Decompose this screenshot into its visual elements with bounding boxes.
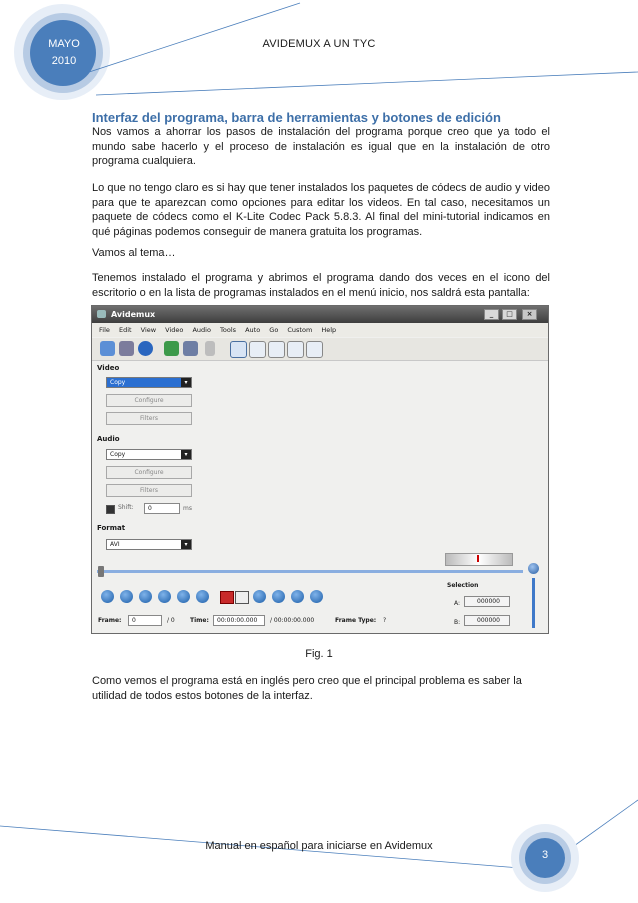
top-bottom-icon[interactable] [287, 341, 304, 358]
audio-configure-button[interactable]: Configure [106, 466, 192, 479]
minimize-button[interactable]: _ [484, 309, 499, 320]
menu-video[interactable]: Video [165, 326, 184, 334]
menu-audio[interactable]: Audio [192, 326, 211, 334]
time-total: / 00:00:00.000 [270, 617, 315, 624]
next-keyframe-icon[interactable] [196, 590, 209, 603]
video-configure-button[interactable]: Configure [106, 394, 192, 407]
frame-input[interactable] [128, 615, 162, 626]
menu-edit[interactable]: Edit [118, 326, 132, 334]
video-label: Video [97, 364, 120, 372]
format-value: AVI [110, 541, 120, 548]
frame-type-value: ? [383, 617, 387, 624]
shift-label: Shift: [118, 504, 134, 511]
play-icon[interactable] [101, 590, 114, 603]
audio-label: Audio [97, 435, 120, 443]
stop-icon[interactable] [120, 590, 133, 603]
selection-label: Selection [447, 582, 479, 589]
video-codec-select[interactable] [106, 377, 192, 388]
audio-codec-value: Copy [110, 451, 126, 458]
frame-total: / 0 [167, 617, 175, 624]
paragraph-4: Tenemos instalado el programa y abrimos el programa dando dos veces en el icono del escritorio o en la lista de programas instalados en el menú inicio, nos saldrá esta pantalla: [92, 272, 550, 299]
first-frame-icon[interactable] [291, 590, 304, 603]
avidemux-screenshot [91, 305, 549, 634]
close-button[interactable]: × [522, 309, 537, 320]
save-video-icon[interactable] [183, 341, 198, 356]
marker-b-value: 000000 [477, 617, 500, 624]
chevron-down-icon: ▾ [181, 450, 191, 459]
time-label: Time: [190, 617, 209, 624]
figure-caption: Fig. 1 [305, 648, 333, 660]
menu-help[interactable]: Help [321, 326, 337, 334]
save-icon[interactable] [119, 341, 134, 356]
chevron-down-icon: ▾ [181, 540, 191, 549]
set-marker-b-icon[interactable] [235, 591, 249, 604]
maximize-button[interactable]: □ [502, 309, 517, 320]
frame-value: 0 [132, 617, 136, 624]
volume-icon[interactable] [528, 563, 539, 574]
time-value: 00:00:00.000 [217, 617, 258, 624]
display-icon[interactable] [306, 341, 323, 358]
open-icon[interactable] [100, 341, 115, 356]
previous-frame-icon[interactable] [139, 590, 152, 603]
page-number: 3 [541, 849, 549, 861]
closing-paragraph: Como vemos el programa está en inglés pero creo que el principal problema es saber la utilidad de todos estos botones de la interfaz. [92, 675, 522, 702]
calculator-icon[interactable] [205, 341, 215, 356]
app-icon [97, 310, 106, 318]
paragraph-2: Lo que no tengo claro es si hay que tener instalados los paquetes de códecs de audio y video para que te aparezcan como opciones para editar los videos. En tal caso, necesitamos un paquete de códecs como el K-Lite Codec Pack 5.8.3. Al final del mini-tutorial indicamos en qué páginas podemos conseguir de manera gratuita los programas. [92, 182, 550, 238]
audio-codec-select[interactable] [106, 449, 192, 460]
format-select[interactable] [106, 539, 192, 550]
badge-year: 2010 [51, 55, 77, 67]
last-frame-icon[interactable] [310, 590, 323, 603]
video-filters-button[interactable]: Filters [106, 412, 192, 425]
menu-bar [92, 323, 548, 337]
shift-checkbox[interactable] [106, 505, 115, 514]
shift-unit: ms [183, 505, 192, 512]
paragraph-1: Nos vamos a ahorrar los pasos de instalación del programa porque creo que ya todo el mundo sabe hacerlo y el proceso de instalación es igual que en la instalación de otro programa cualquiera. [92, 126, 550, 167]
save-image-icon[interactable] [164, 341, 179, 356]
menu-file[interactable]: File [99, 326, 110, 334]
volume-slider[interactable] [532, 578, 535, 628]
format-label: Format [97, 524, 126, 532]
timeline-slider[interactable] [97, 570, 523, 573]
marker-a-label: A: [454, 600, 461, 607]
frame-type-label: Frame Type: [335, 617, 377, 624]
toolbar [92, 338, 548, 361]
previous-black-icon[interactable] [253, 590, 266, 603]
time-input[interactable] [213, 615, 265, 626]
menu-view[interactable]: View [140, 326, 157, 334]
menu-go[interactable]: Go [269, 326, 279, 334]
date-badge [30, 26, 98, 86]
previous-keyframe-icon[interactable] [177, 590, 190, 603]
side-by-side-icon[interactable] [268, 341, 285, 358]
window-titlebar [92, 306, 548, 323]
preview-icon[interactable] [230, 341, 247, 358]
header-title: AVIDEMUX A UN TYC [262, 38, 376, 50]
marker-b-label: B: [454, 619, 461, 626]
badge-month: MAYO [48, 38, 80, 50]
timeline-handle[interactable] [98, 566, 104, 577]
chevron-down-icon: ▾ [181, 378, 191, 387]
section-heading: Interfaz del programa, barra de herramientas y botones de edición [92, 110, 501, 125]
shift-value: 0 [148, 505, 152, 512]
jog-shuttle[interactable] [445, 553, 513, 566]
menu-auto[interactable]: Auto [245, 326, 261, 334]
audio-filters-button[interactable]: Filters [106, 484, 192, 497]
set-marker-a-icon[interactable] [220, 591, 234, 604]
video-codec-value: Copy [110, 379, 126, 386]
paragraph-3: Vamos al tema… [92, 247, 176, 259]
window-title: Avidemux [111, 310, 156, 319]
next-black-icon[interactable] [272, 590, 285, 603]
output-icon[interactable] [249, 341, 266, 358]
marker-b-button[interactable] [464, 615, 510, 626]
info-icon[interactable] [138, 341, 153, 356]
marker-a-button[interactable] [464, 596, 510, 607]
next-frame-icon[interactable] [158, 590, 171, 603]
marker-a-value: 000000 [477, 598, 500, 605]
menu-tools[interactable]: Tools [220, 326, 237, 334]
footer-text: Manual en español para iniciarse en Avidemux [205, 840, 433, 852]
menu-custom[interactable]: Custom [287, 326, 313, 334]
frame-label: Frame: [98, 617, 122, 624]
shift-input[interactable] [144, 503, 180, 514]
